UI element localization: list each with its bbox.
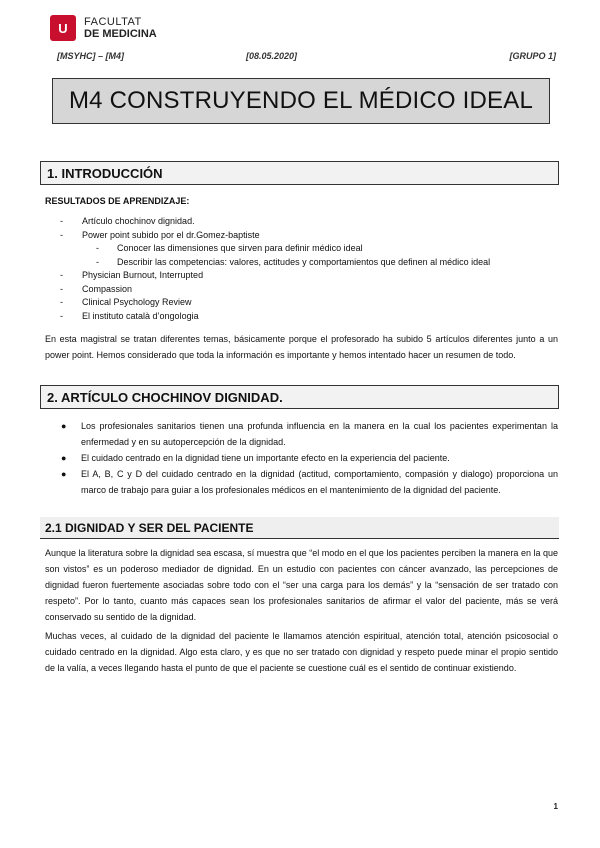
dash-bullet-icon: - bbox=[60, 310, 63, 321]
dash-bullet-icon: - bbox=[60, 270, 63, 280]
list-item: - El instituto català d’ongologia bbox=[60, 310, 490, 324]
header-course-code: [MSYHC] – [M4] bbox=[57, 51, 124, 61]
logo-line-2: DE MEDICINA bbox=[84, 28, 157, 40]
dash-bullet-icon: - bbox=[60, 229, 63, 240]
list-item: - Physician Burnout, Interrupted bbox=[60, 269, 490, 283]
document-title: M4 CONSTRUYENDO EL MÉDICO IDEAL bbox=[68, 87, 534, 114]
list-item: ● El A, B, C y D del cuidado centrado en la dignidad (actitud, comportamiento, compasión y dialogo) proporciona un marco de trabajo para guiar a los profesionales médicos en el mantenimiento de la dignidad del paciente. bbox=[45, 466, 558, 498]
bullet-icon: ● bbox=[61, 453, 67, 463]
page-number: 1 bbox=[553, 802, 558, 811]
faculty-logo bbox=[50, 15, 157, 41]
bullet-icon: ● bbox=[61, 469, 67, 479]
list-item: - Artículo chochinov dignidad. bbox=[60, 215, 490, 229]
section-heading-chochinov: 2. ARTÍCULO CHOCHINOV DIGNIDAD. bbox=[40, 385, 559, 409]
dash-bullet-icon: - bbox=[96, 256, 99, 267]
list-item: ● Los profesionales sanitarios tienen una profunda influencia en la manera en la cual los pacientes experimentan la enfermedad y en su autopercepción de la dignidad. bbox=[45, 418, 558, 450]
university-logo-icon: U bbox=[50, 15, 76, 41]
list-item: - Clinical Psychology Review bbox=[60, 296, 490, 310]
chochinov-bullet-list bbox=[45, 418, 558, 498]
learning-outcomes-label: RESULTADOS DE APRENDIZAJE: bbox=[45, 196, 190, 206]
dash-bullet-icon: - bbox=[60, 297, 63, 307]
dignity-paragraph-1: Aunque la literatura sobre la dignidad sea escasa, sí muestra que “el modo en el que los pacientes perciben la manera en la que son vistos” es un poderoso mediador de dignidad. En un estudio con pacientes con cáncer avanzado, las percepciones de dignidad fueron fuertemente asociadas sobre todo con el “ser una carga para los demás” y la “sensación de ser tratado con respeto”. Por lo tanto, cuanto más capaces sean los profesionales sanitarios de afirmar el valor del paciente, más se verá conservado su sentido de la dignidad. bbox=[45, 548, 558, 622]
header-date: [08.05.2020] bbox=[246, 51, 298, 61]
dash-bullet-icon: - bbox=[96, 243, 99, 253]
list-item: - Conocer las dimensiones que sirven para definir médico ideal bbox=[60, 242, 490, 256]
logo-line-1: FACULTAT bbox=[84, 16, 142, 28]
header-group: [GRUPO 1] bbox=[509, 51, 556, 61]
learning-outcomes-list bbox=[60, 215, 490, 323]
list-item: ● El cuidado centrado en la dignidad tiene un importante efecto en la experiencia del paciente. bbox=[45, 450, 558, 466]
logo-text bbox=[84, 16, 157, 40]
subsection-heading-dignidad: 2.1 DIGNIDAD Y SER DEL PACIENTE bbox=[40, 517, 559, 539]
list-item: - Describir las competencias: valores, actitudes y comportamientos que definen al médico ideal bbox=[60, 256, 490, 270]
dash-bullet-icon: - bbox=[60, 216, 63, 226]
dash-bullet-icon: - bbox=[60, 283, 63, 294]
section-heading-introduction: 1. INTRODUCCIÓN bbox=[40, 161, 559, 185]
intro-paragraph: En esta magistral se tratan diferentes temas, básicamente porque el profesorado ha subido 5 artículos diferentes junto a un power point. Hemos considerado que toda la información es importante y hemos intentado hacer un resumen de todo. bbox=[45, 334, 558, 360]
dignity-paragraph-2: Muchas veces, al cuidado de la dignidad del paciente le llamamos atención espiritual, atención total, atención psicosocial o cuidado centrado en la dignidad. Algo esta claro, y es que no ser tratado con dignidad y respeto puede minar el propio sentido de la valía, a veces llegando hasta el punto de que el paciente se cuestione cuál es el sentido de continuar existiendo. bbox=[45, 631, 558, 673]
list-item: - Compassion bbox=[60, 283, 490, 297]
bullet-icon: ● bbox=[61, 421, 67, 431]
list-item: - Power point subido por el dr.Gomez-baptiste bbox=[60, 229, 490, 243]
document-title-box bbox=[52, 78, 550, 124]
